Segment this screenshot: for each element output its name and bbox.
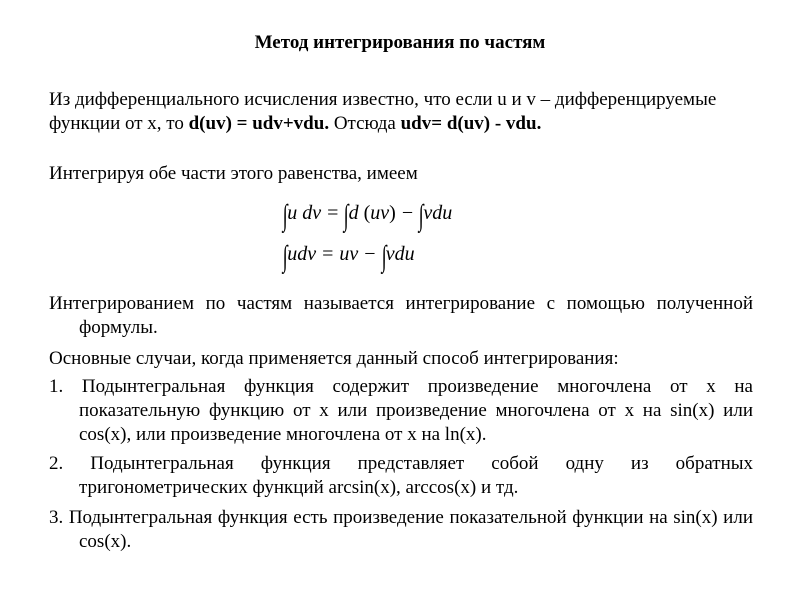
integral-sign: ∫ xyxy=(381,240,387,273)
intro-formula-2: udv= d(uv) - vdu. xyxy=(400,113,542,134)
equals-sign: = xyxy=(322,243,334,265)
formula-term: uv xyxy=(370,202,390,224)
integral-sign: ∫ xyxy=(344,199,349,232)
paren-open: ( xyxy=(363,202,371,224)
intro-text-2: Отсюда xyxy=(329,113,401,134)
cases-intro: Основные случаи, когда применяется данный способ интегрирования: xyxy=(49,348,619,369)
paren-close: ) xyxy=(389,202,396,224)
minus-sign: − xyxy=(364,243,376,265)
formula-line-2 xyxy=(283,240,415,274)
intro-text-1: Из дифференциального исчисления известно, что если u и v – дифференцируемые функции от x, то xyxy=(49,89,717,134)
intro-paragraph xyxy=(49,88,753,136)
formula-line-1 xyxy=(283,199,452,233)
formula-term: vdu xyxy=(423,202,453,224)
integral-sign: ∫ xyxy=(418,199,424,232)
case-item-2: 2. Подынтегральная функция представляет собой одну из обратных тригонометрических функций arcsin(x), arccos(x) и тд. xyxy=(49,453,753,498)
formula-term: udv xyxy=(287,243,317,265)
page-title: Метод интегрирования по частям xyxy=(254,32,546,53)
case-item-1: 1. Подынтегральная функция содержит произведение многочлена от x на показательную функцию от x или произведение многочлена от x на sin(x) или cos(x), или произведение многочлена от x на ln(x). xyxy=(49,376,753,445)
integral-sign: ∫ xyxy=(282,199,288,232)
integral-sign: ∫ xyxy=(282,240,288,273)
intro-formula-1: d(uv) = udv+vdu. xyxy=(188,113,330,134)
definition-paragraph: Интегрированием по частям называется интегрирование с помощью полученной формулы. xyxy=(49,293,753,338)
equals-sign: = xyxy=(327,202,339,224)
formula-term: d xyxy=(348,202,359,224)
formula-term: vdu xyxy=(385,243,415,265)
integrating-line: Интегрируя обе части этого равенства, имеем xyxy=(49,163,418,184)
minus-sign: − xyxy=(401,202,414,224)
case-item-3: 3. Подынтегральная функция есть произведение показательной функции на sin(x) или cos(x). xyxy=(49,507,753,552)
formula-term: u dv xyxy=(287,202,322,224)
formula-term: uv xyxy=(339,243,359,265)
